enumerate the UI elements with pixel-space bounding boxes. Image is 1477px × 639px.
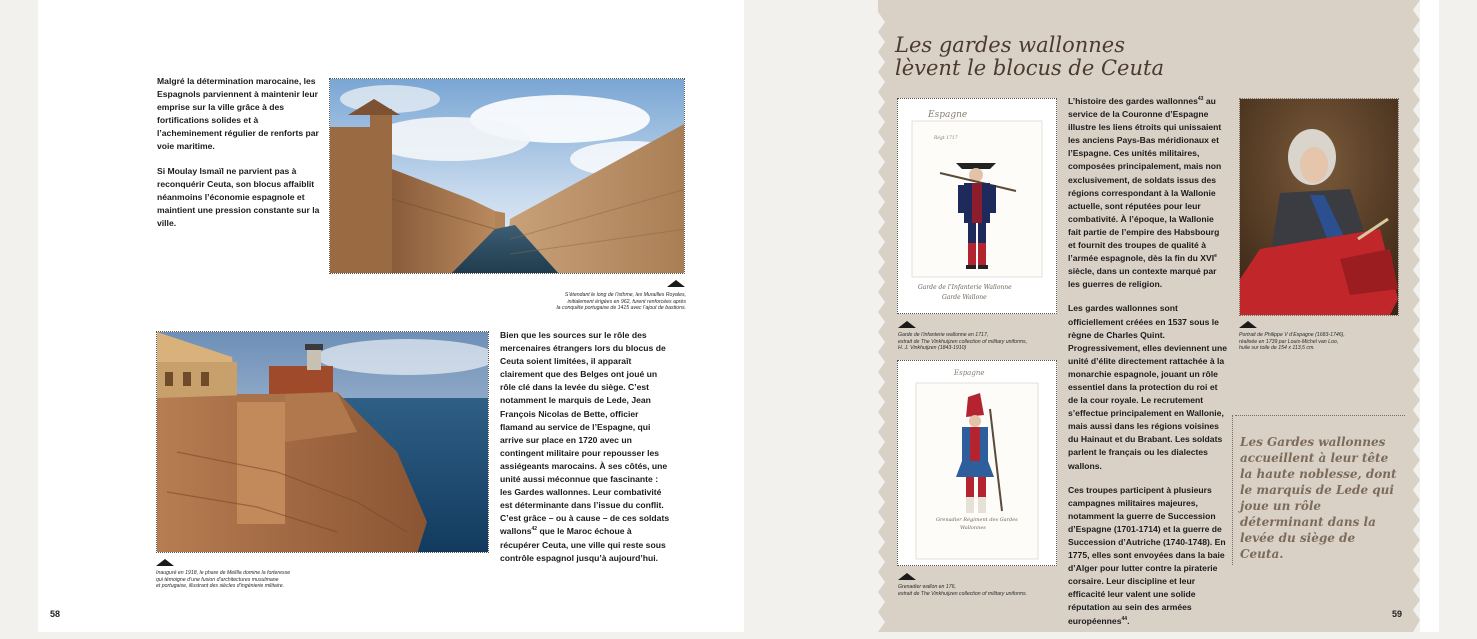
pull-quote: Les Gardes wallonnes accueillent à leur tête la haute noblesse, dont le marquis de Lede qui joue un rôle déterminant dans la levée du siège de Ceuta. — [1240, 435, 1397, 561]
infantry-plate-inscription-1: Garde de l’Infanterie Wallonne — [918, 284, 1012, 291]
intro-paragraph-2: Si Moulay Ismaïl ne parvient pas à reconquérir Ceuta, son blocus affaiblit néanmoins l’économie espagnole et maintient une pression constante sur la ville. — [157, 165, 320, 228]
infantry-plate-top-note: Régt 1717 — [934, 136, 958, 141]
grenadier-plate-inscription-2: Wallonnes — [960, 525, 986, 531]
pull-quote-rule — [1235, 415, 1405, 416]
fortress-walls-photo — [329, 78, 685, 274]
intro-paragraph-1: Malgré la détermination marocaine, les Espagnols parviennent à maintenir leur emprise sur la ville grâce à des fortifications solides et à l’acheminement régulier de renforts par voie maritime. — [157, 76, 319, 152]
portrait-illustration — [1240, 99, 1398, 315]
infantry-caption: Garde de l’infanterie wallonne en 1717, extrait de The Vinkhuijzen collection of military uniforms, H. J. Vinkhuijzen (1843-1910) — [898, 332, 1028, 352]
lighthouse-caption: Inauguré en 1918, le phare de Melilla domine la forteresse qui témoigne d’une fusion d’architectures musulmane et portugaise, illustrant des siècles d’ingénierie militaire. — [156, 570, 291, 590]
section-title: Les gardes wallonnes lèvent le blocus de Ceuta — [895, 33, 1164, 80]
grenadier-plate-inscription-1: Grenadier Régiment des Gardes — [936, 517, 1018, 523]
caption-marker-icon — [667, 280, 685, 287]
right-body-text: L’histoire des gardes wallonnes$^{43}$ au service de la Couronne d’Espagne illustre les liens étroits qui unissaient les anciens Pays-Bas méridionaux et l’Espagne. Ces unités militaires, composées principalement, mais non exclusivement, de soldats issus des régions correspondant à la Wallonie actuelle, sont réputées pour leur combativité. À l’époque, la Wallonie fait partie de l’empire des Habsbourg et fournit des troupes de qualité à l’armée espagnole, dès la fin du XVIe siècle, dans un contexte marqué par les guerres de religion. Les gardes wallonnes sont officiellement créées en 1537 sous le règne de Charles Quint. Progressivement, elles deviennent une unité d’élite directement rattachée à la monarchie espagnole, jouant un rôle essentiel dans la protection du roi et de la cour royale. Le recrutement s’effectue principalement en Wallonie, mais aussi dans les régions voisines du Hainaut et du Brabant. Les soldats parlent le français ou les dialectes wallons. Ces troupes participent à plusieurs campagnes militaires majeures, notamment la guerre de Succession d’Espagne (1701-1714) et la guerre de Succession d’Autriche (1740-1748). En 1775, elles sont envoyées dans la baie d’Alger pour lutter contre la piraterie corsaire. Leur discipline et leur efficacité leur valent une solide réputation au sein des armées européennes$^{44}$. — [1068, 96, 1228, 626]
caption-marker-icon — [898, 573, 916, 580]
infantry-guard-plate — [897, 98, 1057, 314]
caption-marker-icon — [898, 321, 916, 328]
caption-marker-icon — [156, 559, 174, 566]
infantry-guard-illustration — [898, 99, 1056, 313]
fortress-walls-illustration — [330, 79, 685, 274]
pull-quote-vertical-rule — [1232, 415, 1233, 565]
walls-caption: S’étendant le long de l’isthme, les Murailles Royales, initialement érigées en 962, furent renforcées après la conquête portugaise de 1415 avec l’ajout de bastions. — [556, 292, 686, 312]
infantry-plate-heading: Espagne — [928, 110, 968, 120]
grenadier-plate — [897, 360, 1057, 566]
page-number-left: 58 — [50, 609, 61, 619]
grenadier-caption: Grenadier wallon en 176, extrait de The Vinkhuijzen collection of military uniforms. — [898, 584, 1028, 597]
lighthouse-illustration — [157, 332, 489, 553]
grenadier-plate-heading: Espagne — [954, 369, 985, 377]
grenadier-illustration — [898, 361, 1056, 565]
main-paragraph: Bien que les sources sur le rôle des mercenaires étrangers lors du blocus de Ceuta soient limitées, il apparaît clairement que des Belges ont joué un rôle clé dans la levée du siège. C’est notamment le marquis de Lede, Jean François Nicolas de Bette, officier flamand au service de l’Espagne, qui arrive sur place en 1720 avec un contingent militaire pour repousser les assiégeants marocains. À ses côtés, une unité aussi méconnue que fascinante : les Gardes wallonnes. Leur combativité est déterminante dans l’issue du conflit. C’est grâce – ou à cause – de ces soldats wallons$^{42}$ que le Maroc échoue à récupérer Ceuta, une ville qui reste sous contrôle espagnol jusqu’à aujourd’hui. — [500, 330, 670, 563]
infantry-plate-inscription-2: Garde Wallone — [942, 294, 987, 301]
right-margin — [1420, 0, 1439, 632]
lighthouse-photo — [156, 331, 489, 553]
right-paragraph-2: Les gardes wallonnes sont officiellement créées en 1537 sous le règne de Charles Quint. Progressivement, elles deviennent une unité d’élite directement rattachée à la monarchie espagnole, jouant un rôle essentiel dans la protection du roi et de la cour royale. Le recrutement s’effectue principalement en Wallonie, mais aussi dans les régions voisines du Hainaut et du Brabant. Les soldats parlent le français ou les dialectes wallons. — [1068, 303, 1228, 471]
portrait-caption: Portrait de Philippe V d’Espagne (1683-1746), réalisée en 1739 par Louis-Michel van Loo, huile sur toile de 154 x 113,5 cm. — [1239, 332, 1345, 352]
caption-marker-icon — [1239, 321, 1257, 328]
philippe-v-portrait — [1239, 98, 1399, 316]
page-number-right: 59 — [1392, 609, 1403, 619]
intro-text — [157, 75, 323, 241]
